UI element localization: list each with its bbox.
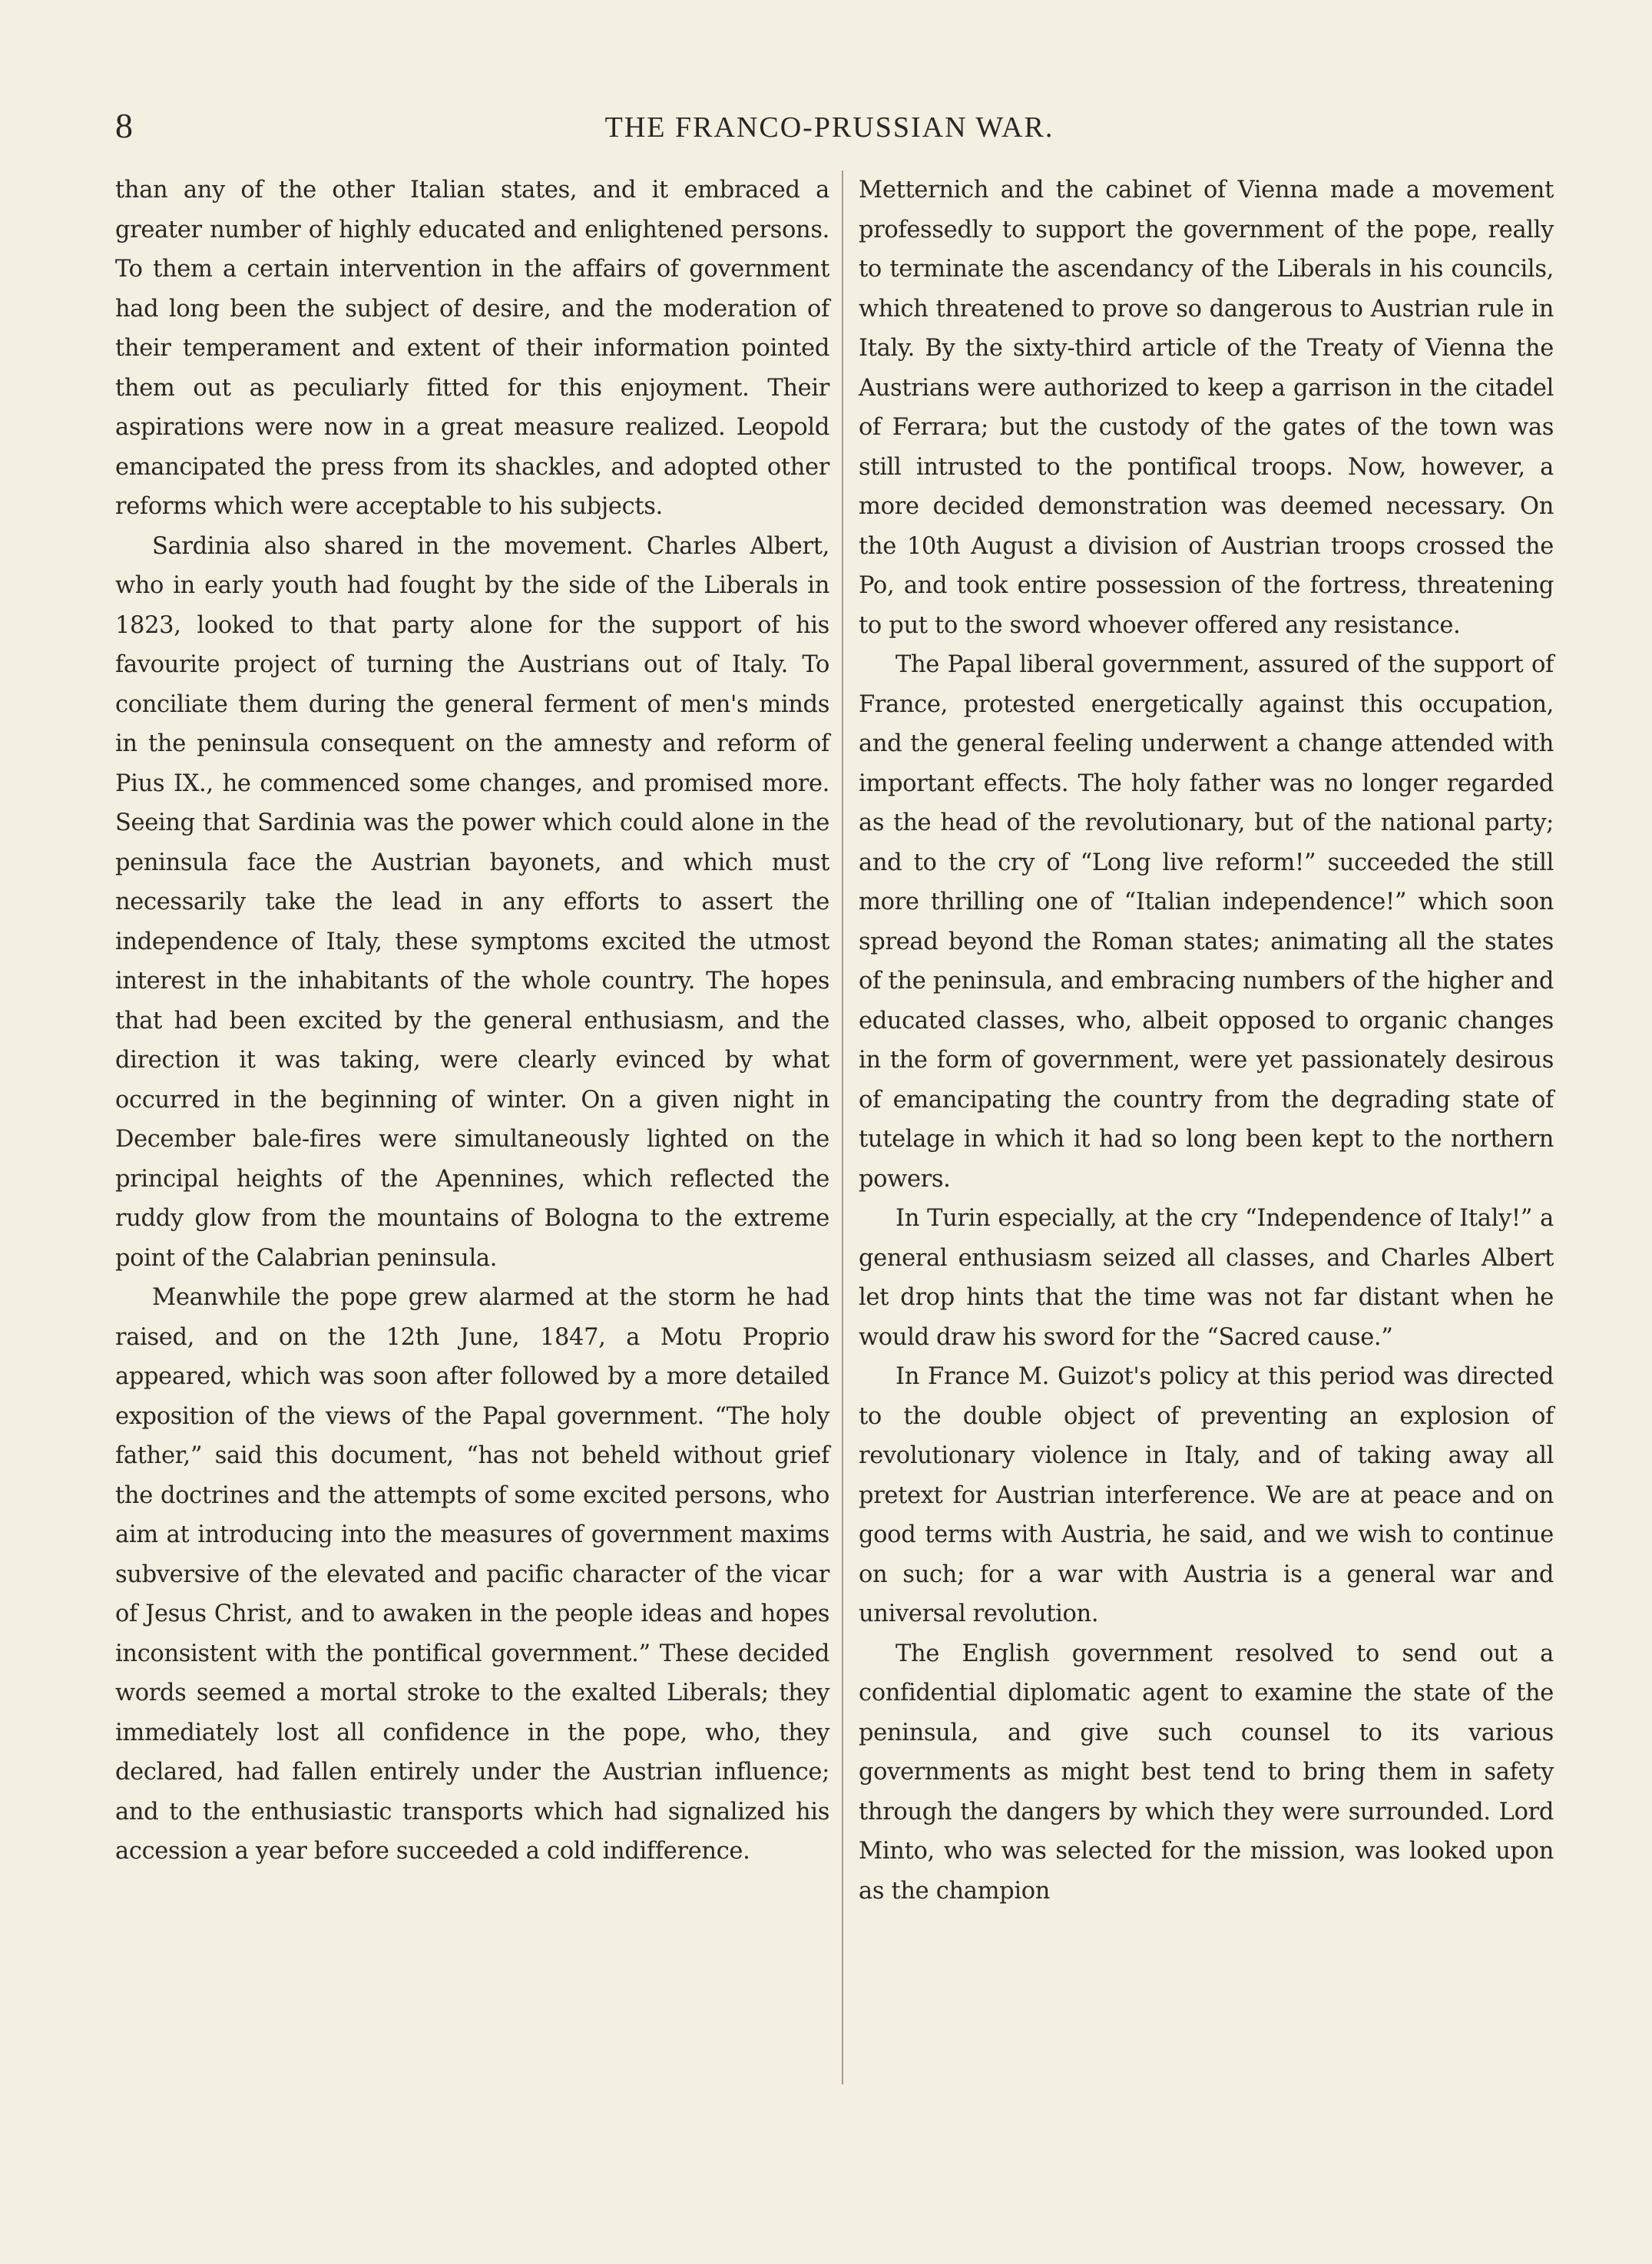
left-paragraph-1: than any of the other Italian states, and it embraced a greater number of highly educated and enlightened persons. To them a certain intervention in the affairs of government had long been the subject of desire, and the moderation of their temperament and extent of their information pointed them out as peculiarly fitted for this enjoyment. Their aspirations were now in a great measure realized. Leopold emancipated the press from its shackles, and adopted other reforms which were acceptable to his subjects. [115,177,829,520]
right-column [859,170,1554,1911]
page-number: 8 [115,106,133,145]
right-paragraph-3: In Turin especially, at the cry “Independence of Italy!” a general enthusiasm seized all classes, and Charles Albert let drop hints that the time was not far distant when he would draw his sword for the “Sacred cause.” [859,1205,1554,1351]
page-header [115,103,1544,157]
right-paragraph-2: The Papal liberal government, assured of the support of France, protested energetically against this occupation, and the general feeling underwent a change attended with important effects. The holy father was no longer regarded as the head of the revolutionary, but of the national party; and to the cry of “Long live reform!” succeeded the still more thrilling one of “Italian independence!” which soon spread beyond the Roman states; animating all the states of the peninsula, and embracing numbers of the higher and educated classes, who, albeit opposed to organic changes in the form of government, were yet passionately desirous of emancipating the country from the degrading state of tutelage in which it had so long been kept to the northern powers. [859,651,1554,1193]
right-paragraph-5: The English government resolved to send out a confidential diplomatic agent to examine the state of the peninsula, and give such counsel to its various governments as might best tend to bring them in safety through the dangers by which they were surrounded. Lord Minto, who was selected for the mission, was looked upon as the champion [859,1640,1554,1905]
running-title: THE FRANCO-PRUSSIAN WAR. [604,111,1054,144]
column-divider [842,170,843,2084]
right-paragraph-1: Metternich and the cabinet of Vienna made a movement professedly to support the government of the pope, really to terminate the ascendancy of the Liberals in his councils, which threatened to prove so dangerous to Austrian rule in Italy. By the sixty-third article of the Treaty of Vienna the Austrians were authorized to keep a garrison in the citadel of Ferrara; but the custody of the gates of the town was still intrusted to the pontifical troops. Now, however, a more decided demonstration was deemed necessary. On the 10th August a division of Austrian troops crossed the Po, and took entire possession of the fortress, threatening to put to the sword whoever offered any resistance. [859,177,1554,639]
left-paragraph-2: Sardinia also shared in the movement. Charles Albert, who in early youth had fought by the side of the Liberals in 1823, looked to that party alone for the support of his favourite project of turning the Austrians out of Italy. To conciliate them during the general ferment of men's minds in the peninsula consequent on the amnesty and reform of Pius IX., he commenced some changes, and promised more. Seeing that Sardinia was the power which could alone in the peninsula face the Austrian bayonets, and which must necessarily take the lead in any efforts to assert the independence of Italy, these symptoms excited the utmost interest in the inhabitants of the whole country. The hopes that had been excited by the general enthusiasm, and the direction it was taking, were clearly evinced by what occurred in the beginning of winter. On a given night in December bale-fires were simultaneously lighted on the principal heights of the Apennines, which reflected the ruddy glow from the mountains of Bologna to the extreme point of the Calabrian peninsula. [115,532,829,1272]
right-paragraph-4: In France M. Guizot's policy at this period was directed to the double object of preventing an explosion of revolutionary violence in Italy, and of taking away all pretext for Austrian interference. We are at peace and on good terms with Austria, he said, and we wish to continue on such; for a war with Austria is a general war and universal revolution. [859,1363,1554,1627]
left-paragraph-3: Meanwhile the pope grew alarmed at the storm he had raised, and on the 12th June, 1847, a Motu Proprio appeared, which was soon after followed by a more detailed exposition of the views of the Papal government. “The holy father,” said this document, “has not beheld without grief the doctrines and the attempts of some excited persons, who aim at introducing into the measures of government maxims subversive of the elevated and pacific character of the vicar of Jesus Christ, and to awaken in the people ideas and hopes inconsistent with the pontifical government.” These decided words seemed a mortal stroke to the exalted Liberals; they immediately lost all confidence in the pope, who, they declared, had fallen entirely under the Austrian influence; and to the enthusiastic transports which had signalized his accession a year before succeeded a cold indifference. [115,1284,829,1865]
left-column [115,170,829,1872]
